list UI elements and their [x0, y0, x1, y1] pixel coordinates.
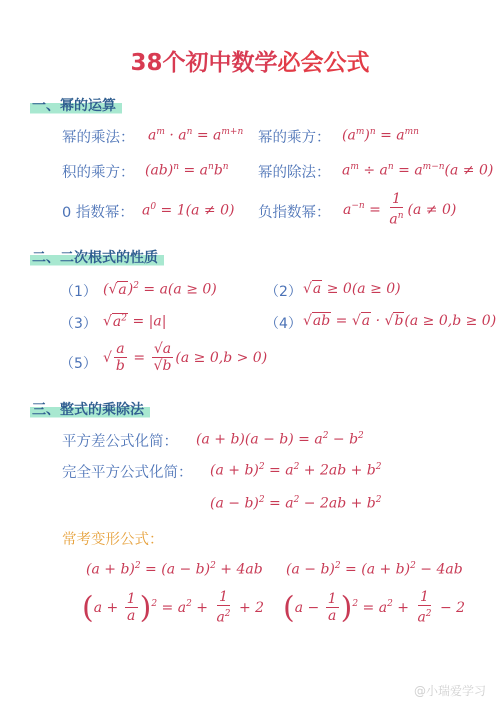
label-full-square: 完全平方公式化简： — [62, 465, 193, 481]
label-common-variants: 常考变形公式： — [62, 532, 164, 548]
formula-full-square-minus: $(a - b)^2 = a^2 - 2ab + b^2$ — [210, 495, 382, 512]
label-power-div: 幂的除法： — [258, 165, 331, 181]
root-num-5: （5） — [60, 356, 97, 372]
label-product-pow: 积的乘方： — [62, 165, 135, 181]
formula-variant-4: (a − $\frac{1}{a}$ )$^2 = a^2$ + $\frac{1}{a^2}$ − 2 — [283, 589, 466, 626]
formula-power-pow: $(a^m)^n = a^{mn}$ — [342, 127, 419, 144]
watermark: @小瑞爱学习 — [413, 684, 486, 698]
section-poly: 三、整式的乘除法 — [30, 399, 150, 419]
label-diff-squares: 平方差公式化简： — [62, 434, 178, 450]
label-zero-exp: 0 指数幂： — [62, 205, 134, 221]
title-highlight: 必会公式 — [277, 50, 370, 76]
formula-variant-3: (a + $\frac{1}{a}$ )$^2 = a^2$ + $\frac{1}{a^2}$ + 2 — [82, 589, 265, 626]
formula-full-square-plus: $(a + b)^2 = a^2 + 2ab + b^2$ — [210, 462, 382, 479]
label-power-pow: 幂的乘方： — [258, 130, 331, 146]
label-neg-exp: 负指数幂： — [258, 205, 331, 221]
formula-root-5: √ $\frac{a}{b}$ = $\frac{√a}{√b}$ (a ≥ 0,b > 0) — [103, 341, 268, 374]
root-num-3: （3） — [60, 316, 97, 332]
formula-variant-1: $(a + b)^2 = (a - b)^2 + 4ab$ — [86, 561, 263, 578]
page-title — [0, 44, 500, 77]
root-num-1: （1） — [60, 284, 97, 300]
formula-root-1: $(√a)^2 = a(a \ge 0)$ — [103, 281, 217, 298]
root-num-2: （2） — [265, 284, 302, 300]
formula-neg-exp: $a^{-n}$ = $\frac{1}{a^n}$ (a ≠ 0) — [343, 191, 457, 228]
formula-root-3: $√a^2 = |a|$ — [103, 313, 167, 330]
formula-power-mul: $a^m \cdot a^n = a^{m+n}$ — [148, 127, 244, 144]
formula-root-2: √a ≥ 0(a ≥ 0) — [303, 281, 401, 297]
formula-zero-exp: $a^0 = 1(a \ne 0)$ — [142, 202, 235, 219]
formula-power-div: $a^m \div a^n = a^{m-n}(a \ne 0)$ — [342, 162, 494, 179]
formula-product-pow: $(ab)^n = a^nb^n$ — [145, 162, 229, 179]
section-power: 一、幂的运算 — [30, 95, 122, 115]
section-roots: 二、二次根式的性质 — [30, 247, 164, 267]
root-num-4: （4） — [265, 316, 302, 332]
label-power-mul: 幂的乘法： — [62, 130, 135, 146]
formula-root-4: √ab = √a · √b(a ≥ 0,b ≥ 0) — [303, 313, 497, 329]
title-main: 38个初中数学 — [130, 50, 278, 76]
formula-variant-2: $(a - b)^2 = (a + b)^2 - 4ab$ — [286, 561, 463, 578]
formula-diff-squares: $(a + b)(a - b) = a^2 - b^2$ — [196, 431, 364, 448]
